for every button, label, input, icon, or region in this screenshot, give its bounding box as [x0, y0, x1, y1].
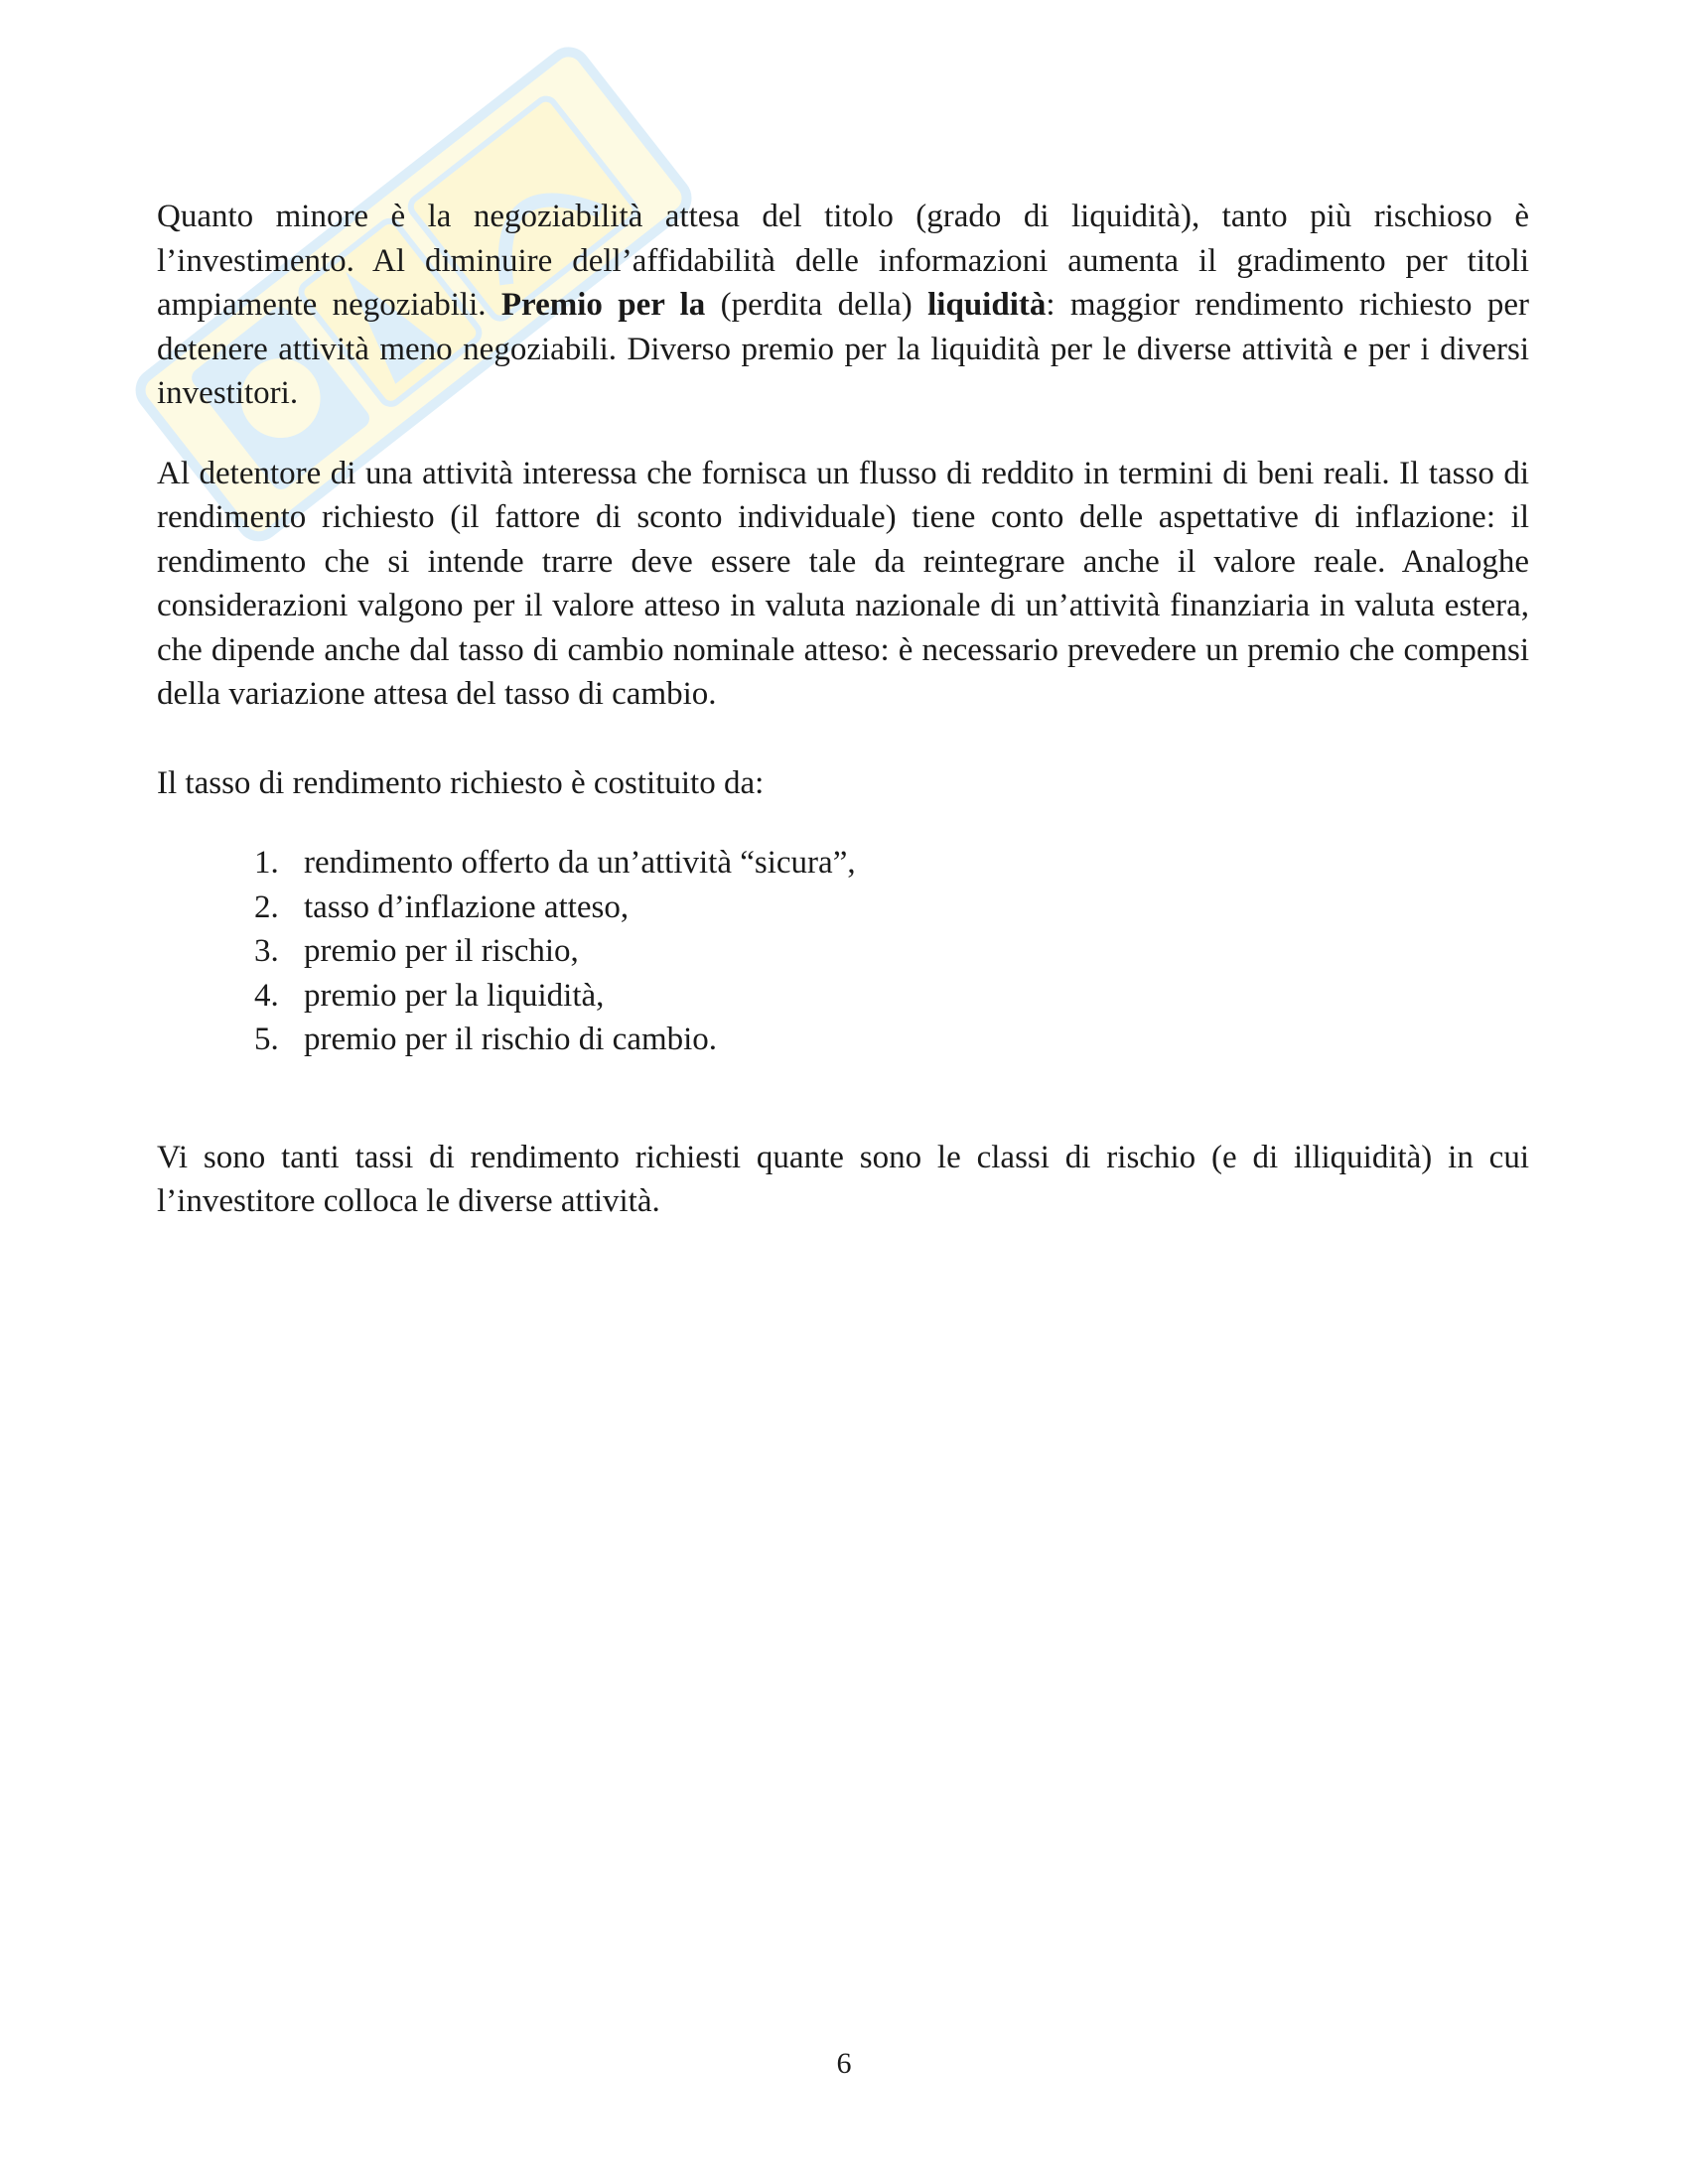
paragraph-text: Al detentore di una attività interessa che fornisca un flusso di reddito in termini di beni reali. Il tasso di rendimento richiesto (il fattore di sconto individuale) tiene conto delle aspettative di inflazione: il rendimento che si intende trarre deve essere tale da reintegrare anche il valore reale. Analoghe considerazioni valgono per il valore atteso in valuta nazionale di un’attività finanziaria in valuta estera, che dipende anche dal tasso di cambio nominale atteso: è necessario prevedere un premio che compensi della variazione attesa del tasso di cambio.: [157, 455, 1529, 712]
list-item-text: premio per il rischio di cambio.: [304, 1022, 718, 1057]
list-item-number: 4.: [254, 977, 279, 1014]
list-item: [254, 1018, 1529, 1062]
list-item-number: 5.: [254, 1022, 279, 1057]
list-intro: Il tasso di rendimento richiesto è costituito da:: [157, 764, 765, 801]
page-number: 6: [836, 2047, 852, 2080]
list-item-number: 2.: [254, 888, 279, 925]
list-item-text: premio per il rischio,: [304, 933, 579, 969]
paragraph-liquidity: [157, 195, 1529, 416]
paragraph-text: (perdita della): [705, 287, 928, 323]
list-item: [254, 841, 1529, 886]
list-item-number: 3.: [254, 933, 279, 969]
document-page: [157, 195, 1529, 1224]
paragraph-text: : maggior rendimento richiesto per detenere attività meno negoziabili. Diverso premio per la liquidità per le diverse attività e per i diversi investitori.: [157, 287, 1529, 411]
bold-term: liquidità: [927, 287, 1047, 323]
paragraph-closing: Vi sono tanti tassi di rendimento richiesti quante sono le classi di rischio (e di illiquidità) in cui l’investitore colloca le diverse attività.: [157, 1139, 1529, 1219]
list-item: [254, 886, 1529, 930]
numbered-list: [157, 841, 1529, 1062]
list-item: [254, 974, 1529, 1019]
list-item: [254, 929, 1529, 974]
list-item-text: premio per la liquidità,: [304, 977, 605, 1014]
paragraph-inflation: [157, 452, 1529, 717]
list-item-text: rendimento offerto da un’attività “sicura”,: [304, 845, 856, 881]
paragraph-text: Quanto minore è la negoziabilità attesa del titolo (grado di liquidità), tanto più rischioso è l’investimento. Al diminuire dell’affidabilità delle informazioni aumenta il gradimento per titoli ampiamente negoziabili.: [157, 199, 1529, 323]
list-item-number: 1.: [254, 845, 279, 881]
list-item-text: tasso d’inflazione atteso,: [304, 888, 630, 925]
bold-term: Premio per la: [500, 287, 706, 323]
